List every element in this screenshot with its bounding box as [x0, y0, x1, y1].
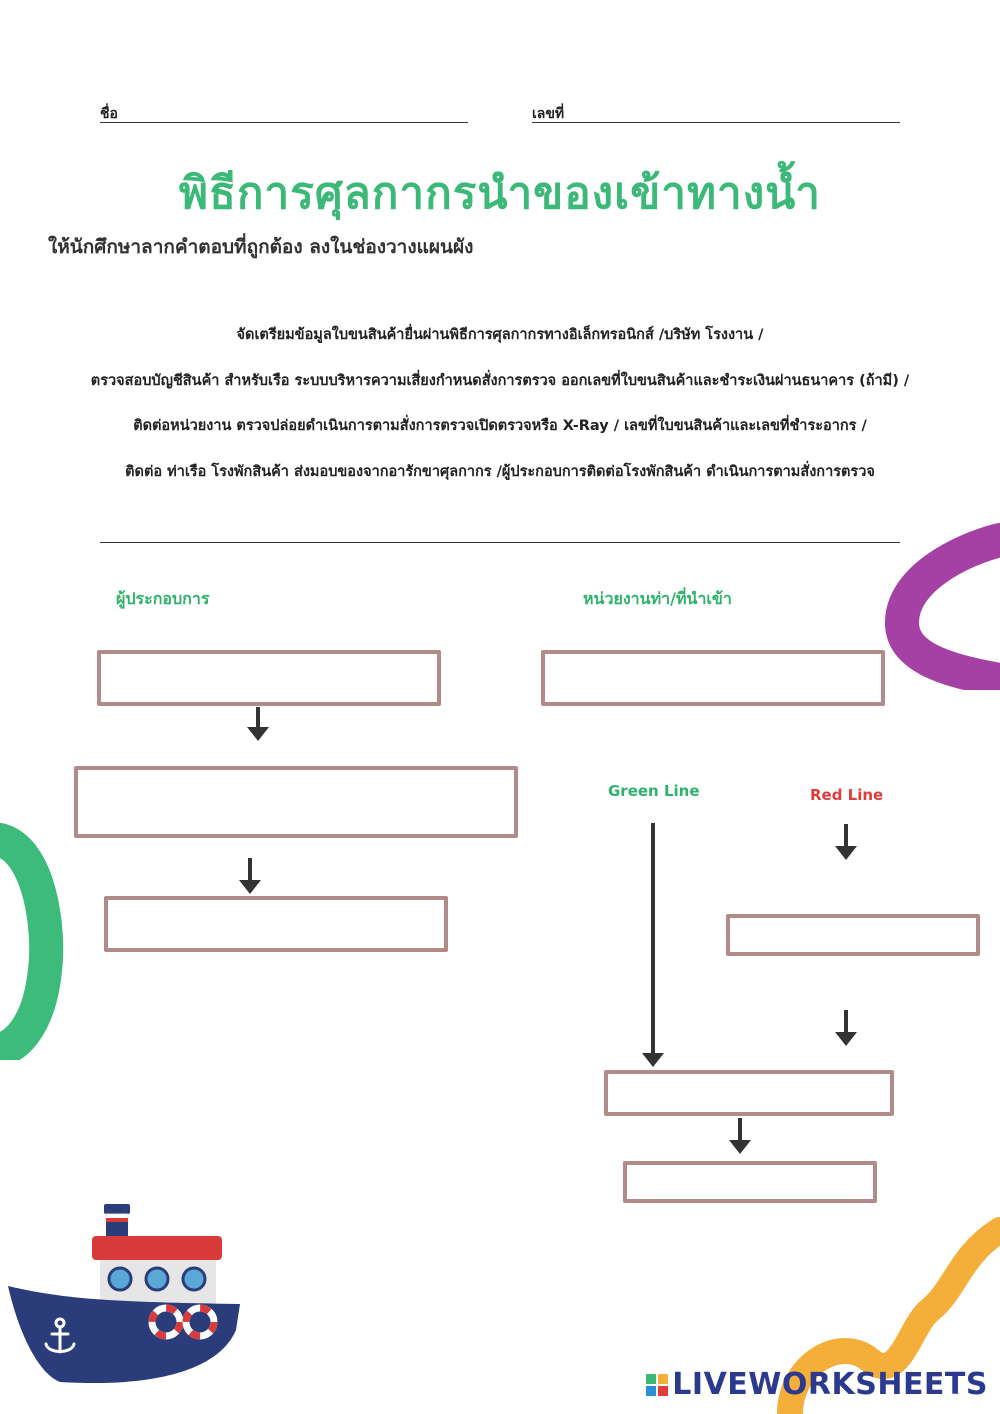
arrow-down: [844, 824, 848, 848]
name-line[interactable]: [100, 122, 468, 123]
red-line-label: Red Line: [810, 786, 884, 804]
drop-box-operator-1[interactable]: [97, 650, 441, 706]
drop-box-operator-3[interactable]: [104, 896, 448, 952]
drop-box-port-2[interactable]: [604, 1070, 894, 1116]
arrow-down: [256, 707, 260, 729]
word-bank-line-1[interactable]: จัดเตรียมข้อมูลใบขนสินค้ายื่นผ่านพิธีการศุลกากรทางอิเล็กทรอนิกส์ /บริษัท โรงงาน /: [236, 327, 764, 343]
liveworksheets-logo: [646, 1367, 988, 1402]
instruction-text: ให้นักศึกษาลากคำตอบที่ถูกต้อง ลงในช่องวางแผนผัง: [48, 236, 474, 258]
number-line[interactable]: [532, 122, 900, 123]
green-line-arrow-head: [642, 1053, 664, 1067]
ship-illustration: [0, 1198, 250, 1398]
arrow-down-head: [239, 880, 261, 894]
arrow-down: [248, 858, 252, 882]
green-line-label: Green Line: [608, 782, 700, 800]
purple-squiggle-decoration: [880, 520, 1000, 690]
drop-box-red-line[interactable]: [726, 914, 980, 956]
port-authority-heading: หน่วยงานท่า/ที่นำเข้า: [583, 589, 732, 608]
operator-heading: ผู้ประกอบการ: [116, 589, 210, 608]
logo-mark-icon: [646, 1374, 668, 1396]
word-bank-line-3[interactable]: ติดต่อหน่วยงาน ตรวจปล่อยดำเนินการตามสั่งการตรวจเปิดตรวจหรือ X-Ray / เลขที่ใบขนสินค้าและเลขที่ชำระอากร /: [133, 418, 867, 434]
green-line-arrow: [651, 823, 655, 1055]
arrow-down-head: [835, 846, 857, 860]
arrow-down: [844, 1010, 848, 1034]
word-bank-line-2[interactable]: ตรวจสอบบัญชีสินค้า สำหรับเรือ ระบบบริหารความเสี่ยงกำหนดสั่งการตรวจ ออกเลขที่ใบขนสินค้าและชำระเงินผ่านธนาคาร (ถ้ามี) /: [90, 373, 910, 389]
divider-line: [100, 542, 900, 543]
arrow-down-head: [729, 1140, 751, 1154]
arrow-down-head: [835, 1032, 857, 1046]
word-bank-line-4[interactable]: ติดต่อ ท่าเรือ โรงพักสินค้า ส่งมอบของจากอารักขาศุลกากร /ผู้ประกอบการติดต่อโรงพักสินค้า ดำเนินการตามสั่งการตรวจ: [125, 464, 875, 480]
page-title: พิธีการศุลกากรนำของเข้าทางน้ำ: [179, 168, 821, 219]
arrow-down-head: [247, 727, 269, 741]
green-ring-decoration: [0, 820, 70, 1060]
drop-box-port-3[interactable]: [623, 1161, 877, 1203]
name-label: ชื่อ: [100, 106, 118, 122]
number-label: เลขที่: [532, 106, 565, 122]
drop-box-operator-2[interactable]: [74, 766, 518, 838]
drop-box-port-1[interactable]: [541, 650, 885, 706]
arrow-down: [738, 1118, 742, 1142]
logo-text: LIVEWORKSHEETS: [672, 1367, 988, 1402]
